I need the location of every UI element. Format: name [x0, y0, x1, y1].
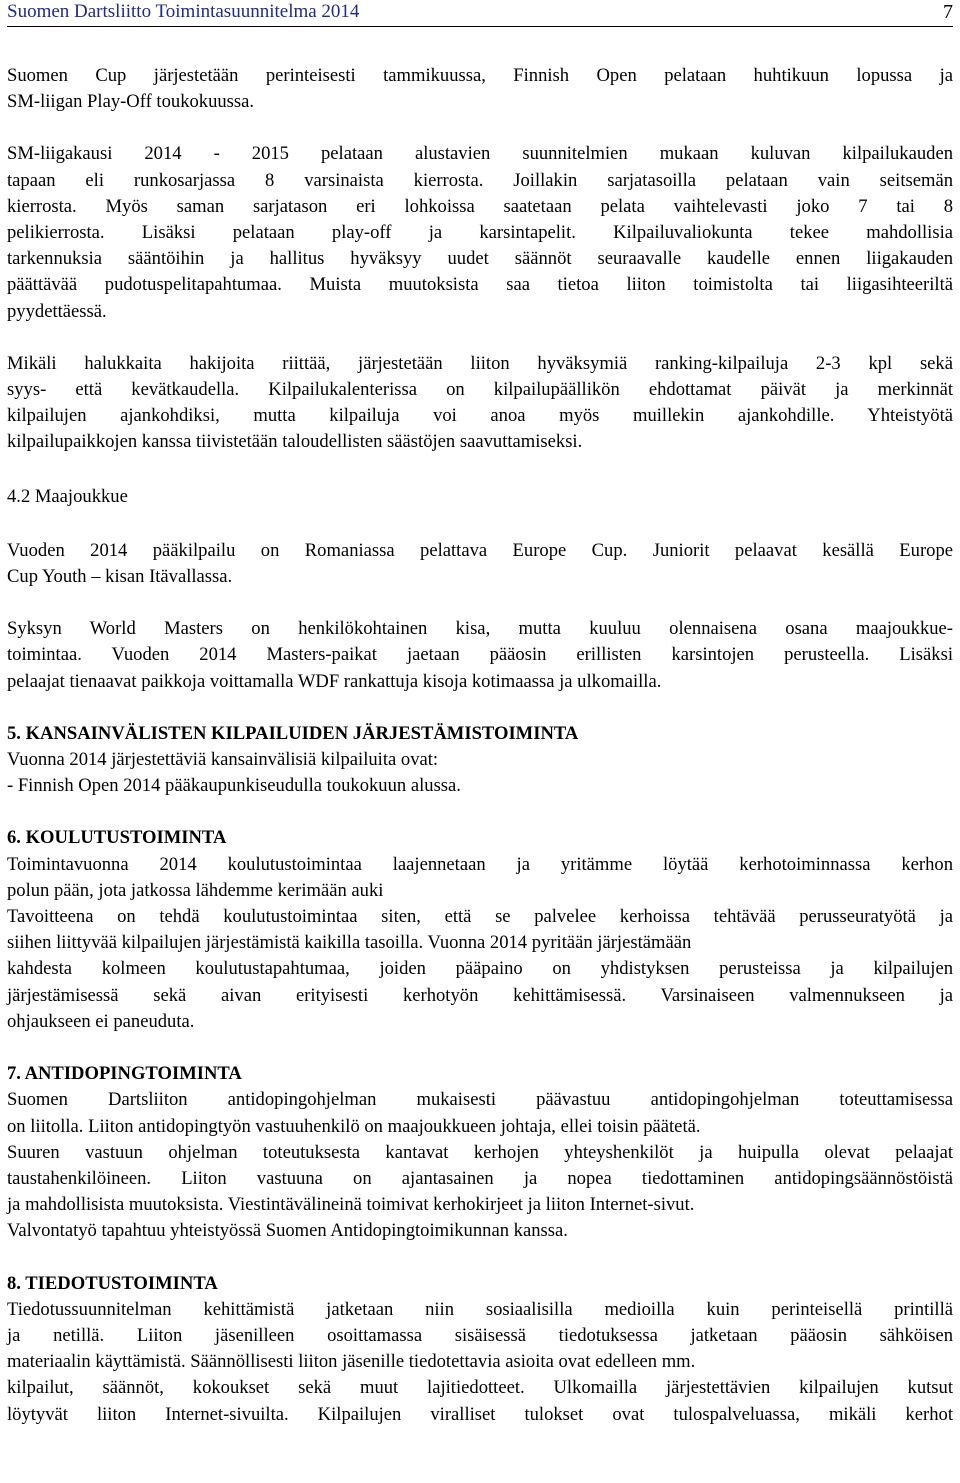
text-line: SM-liigakausi 2014 - 2015 pelataan alustavien suunnitelmien mukaan kuluvan kilpailukauden — [7, 143, 953, 165]
document-body — [7, 63, 953, 1428]
section-6 — [7, 825, 953, 1035]
text-line: pelikierrosta. Lisäksi pelataan play-off ja karsintapelit. Kilpailuvaliokunta tekee mahdollisia — [7, 222, 953, 244]
document-title: Suomen Dartsliitto Toimintasuunnitelma 2014 — [7, 1, 360, 22]
text-line: Tavoitteena on tehdä koulutustoimintaa siten, että se palvelee kerhoissa tehtävää perusseuratyötä ja — [7, 906, 953, 928]
page-header — [7, 0, 953, 27]
section-heading: 8. TIEDOTUSTOIMINTA — [7, 1272, 218, 1294]
paragraph-maajoukkue-2 — [7, 616, 953, 695]
text-line: tarkennuksia sääntöihin ja hallitus hyväksyy uudet säännöt seuraavalle kaudelle ennen liigakauden — [7, 248, 953, 270]
text-line: Vuoden 2014 pääkilpailu on Romaniassa pelattava Europe Cup. Juniorit pelaavat kesällä Europe — [7, 539, 953, 561]
text-line: Valvontatyö tapahtuu yhteistyössä Suomen Antidopingtoimikunnan kanssa. — [7, 1220, 568, 1242]
heading-maajoukkue: 4.2 Maajoukkue — [7, 485, 128, 507]
section-heading: 6. KOULUTUSTOIMINTA — [7, 827, 227, 849]
section-heading: 5. KANSAINVÄLISTEN KILPAILUIDEN JÄRJESTÄMISTOIMINTA — [7, 722, 579, 744]
text-line: taustahenkilöineen. Liiton vastuuna on ajantasainen ja nopea tiedottaminen antidopingsäännöstöistä — [7, 1167, 953, 1189]
text-line: Suomen Dartsliiton antidopingohjelman mukaisesti päävastuu antidopingohjelman toteuttamisessa — [7, 1089, 953, 1111]
paragraph-maajoukkue-1 — [7, 538, 953, 590]
text-line: toimintaa. Vuoden 2014 Masters-paikat jaetaan pääosin erillisten karsintojen perusteella. Lisäksi — [7, 644, 953, 666]
text-line: järjestämisessä sekä aivan erityisesti kerhotyön kehittämisessä. Varsinaiseen valmennukseen ja — [7, 984, 953, 1006]
text-line: kilpailujen ajankohdiksi, mutta kilpailuja voi anoa myös muillekin ajankohdille. Yhteistyötä — [7, 405, 953, 427]
text-line: Cup Youth – kisan Itävallassa. — [7, 566, 233, 588]
text-line: siihen liittyvää kilpailujen järjestämistä kaikilla tasoilla. Vuonna 2014 pyritään järjestämään — [7, 932, 692, 954]
text-line: ohjaukseen ei paneuduta. — [7, 1010, 195, 1032]
text-line: kierrosta. Myös saman sarjatason eri lohkoissa saatetaan pelata vaihtelevasti joko 7 tai 8 — [7, 195, 953, 217]
text-line: päättävää pudotuspelitapahtumaa. Muista muutoksista saa tietoa liiton toimistolta tai liigasihteeriltä — [7, 274, 953, 296]
text-line: SM-liigan Play-Off toukokuussa. — [7, 91, 255, 113]
text-line: Mikäli halukkaita hakijoita riittää, järjestetään liiton hyväksymiä ranking-kilpailuja 2-3 kpl sekä — [7, 352, 953, 374]
text-line: materiaalin käyttämistä. Säännöllisesti liiton jäsenille tiedotettavia asioita ovat edelleen mm. — [7, 1351, 696, 1373]
text-line: Toimintavuonna 2014 koulutustoimintaa laajennetaan ja yritämme löytää kerhotoiminnassa kerhon — [7, 853, 953, 875]
text-line: Suuren vastuun ohjelman toteutuksesta kantavat kerhojen yhteyshenkilöt ja huipulla olevat pelaajat — [7, 1141, 953, 1163]
section-7 — [7, 1061, 953, 1244]
text-line: syys- että kevätkaudella. Kilpailukalenterissa on kilpailupäällikön ehdottamat päivät ja merkinnät — [7, 379, 953, 401]
paragraph-intro — [7, 63, 953, 115]
text-line: tapaan eli runkosarjassa 8 varsinaista kierrosta. Joillakin sarjatasoilla pelataan vain seitsemän — [7, 169, 953, 191]
text-line: Vuonna 2014 järjestettäviä kansainvälisiä kilpailuita ovat: — [7, 749, 439, 771]
text-line: kahdesta kolmeen koulutustapahtumaa, joiden pääpaino on yhdistyksen perusteissa ja kilpailujen — [7, 958, 953, 980]
paragraph-smliiga — [7, 141, 953, 324]
text-line: - Finnish Open 2014 pääkaupunkiseudulla toukokuun alussa. — [7, 775, 461, 797]
text-line: kilpailut, säännöt, kokoukset sekä muut lajitiedotteet. Ulkomailla järjestettävien kilpailujen kutsut — [7, 1377, 953, 1399]
text-line: Suomen Cup järjestetään perinteisesti tammikuussa, Finnish Open pelataan huhtikuun lopussa ja — [7, 65, 953, 86]
section-5 — [7, 721, 953, 800]
text-line: ja mahdollisista muutoksista. Viestintävälineinä toimivat kerhokirjeet ja liiton Internet-sivut. — [7, 1194, 695, 1216]
text-line: polun pään, jota jatkossa lähdemme kerimään auki — [7, 879, 384, 901]
text-line: pyydettäessä. — [7, 300, 107, 322]
section-heading: 7. ANTIDOPINGTOIMINTA — [7, 1063, 242, 1085]
text-line: Syksyn World Masters on henkilökohtainen kisa, mutta kuuluu olennaisena osana maajoukkue- — [7, 618, 953, 640]
text-line: Tiedotussuunnitelman kehittämistä jatketaan niin sosiaalisilla medioilla kuin perinteisellä printillä — [7, 1298, 953, 1320]
section-8 — [7, 1271, 953, 1428]
text-line: löytyvät liiton Internet-sivuilta. Kilpailujen viralliset tulokset ovat tulospalveluassa, mikäli kerhot — [7, 1403, 953, 1425]
text-line: ja netillä. Liiton jäsenilleen osoittamassa sisäisessä tiedotuksessa jatketaan pääosin sähköisen — [7, 1324, 953, 1346]
text-line: kilpailupaikkojen kanssa tiivistetään taloudellisten säästöjen saavuttamiseksi. — [7, 431, 583, 453]
page-number: 7 — [943, 1, 953, 23]
text-line: pelaajat tienaavat paikkoja voittamalla WDF rankattuja kisoja kotimaassa ja ulkomailla. — [7, 670, 662, 692]
text-line: on liitolla. Liiton antidopingtyön vastuuhenkilö on maajoukkueen johtaja, ellei toisin päätetä. — [7, 1115, 701, 1137]
paragraph-ranking — [7, 351, 953, 456]
